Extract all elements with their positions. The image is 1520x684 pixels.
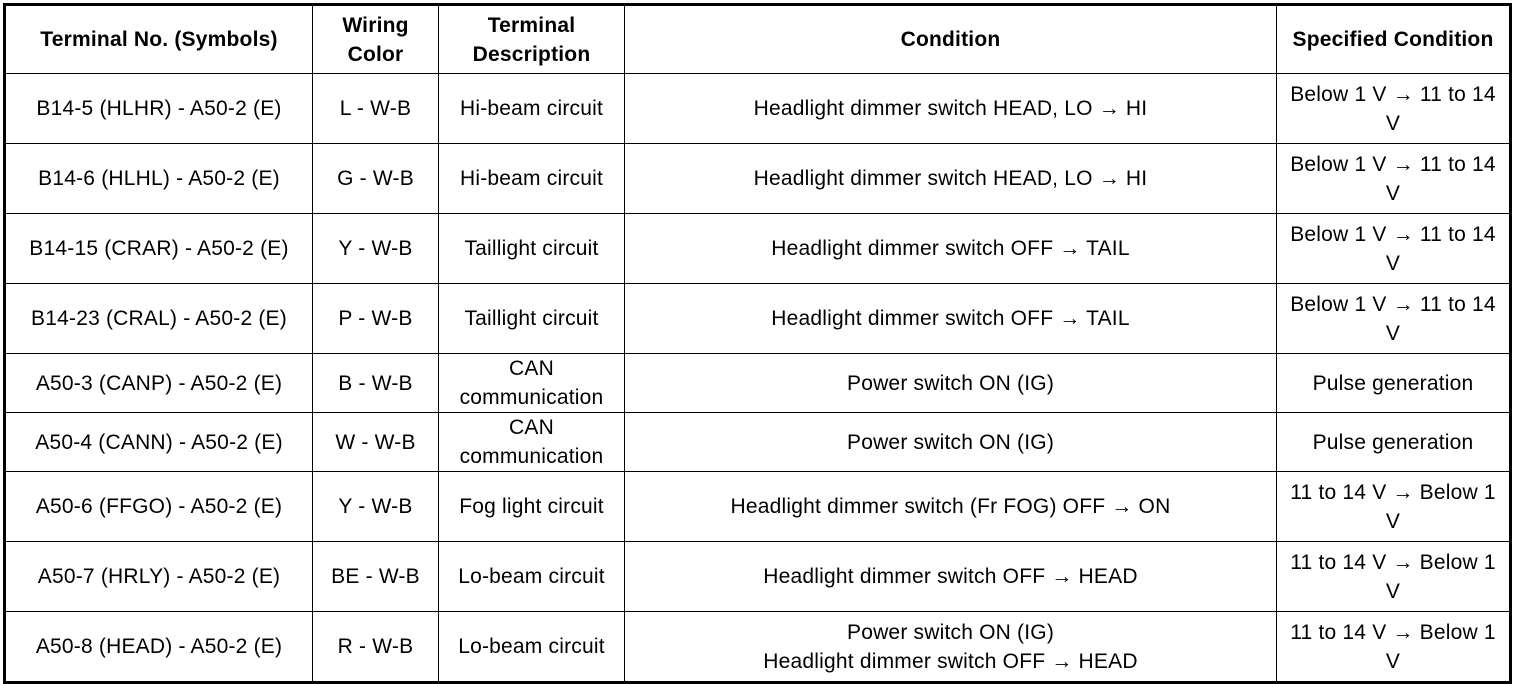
cell-condition — [625, 74, 1277, 144]
header-wiring-line1: Wiring — [342, 13, 409, 37]
cell-terminal: B14-23 (CRAL) - A50-2 (E) — [5, 284, 313, 354]
cell-wiring: B - W-B — [313, 354, 439, 413]
terminal-spec-table — [3, 3, 1512, 684]
cell-specified: 11 to 14 V → Below 1 V — [1277, 542, 1511, 612]
condition-line1: Headlight dimmer switch (Fr FOG) OFF → ON — [730, 495, 1171, 518]
header-desc-line1: Terminal — [487, 13, 576, 37]
cell-specified: Below 1 V → 11 to 14 V — [1277, 284, 1511, 354]
cell-terminal: A50-3 (CANP) - A50-2 (E) — [5, 354, 313, 413]
table-row — [5, 144, 1511, 214]
cell-wiring: G - W-B — [313, 144, 439, 214]
cell-specified: 11 to 14 V → Below 1 V — [1277, 472, 1511, 542]
header-terminal: Terminal No. (Symbols) — [5, 5, 313, 74]
cell-condition — [625, 354, 1277, 413]
header-wiring-line2: Color — [347, 42, 404, 66]
cell-description: Lo-beam circuit — [439, 542, 625, 612]
cell-specified: Below 1 V → 11 to 14 V — [1277, 74, 1511, 144]
table-row — [5, 284, 1511, 354]
table-row — [5, 542, 1511, 612]
cell-description: Taillight circuit — [439, 214, 625, 284]
cell-specified: Below 1 V → 11 to 14 V — [1277, 144, 1511, 214]
cell-terminal: A50-8 (HEAD) - A50-2 (E) — [5, 612, 313, 683]
header-desc-line2: Description — [472, 42, 591, 66]
cell-condition — [625, 612, 1277, 683]
condition-line1: Headlight dimmer switch OFF → TAIL — [771, 237, 1130, 260]
spec-table-wrapper — [3, 3, 1512, 684]
cell-condition — [625, 472, 1277, 542]
header-wiring-color — [313, 5, 439, 74]
table-row — [5, 354, 1511, 413]
cell-description: Hi-beam circuit — [439, 144, 625, 214]
condition-line1: Power switch ON (IG) — [846, 371, 1055, 395]
cell-specified: Pulse generation — [1277, 354, 1511, 413]
cell-terminal: B14-6 (HLHL) - A50-2 (E) — [5, 144, 313, 214]
cell-condition — [625, 144, 1277, 214]
cell-wiring: W - W-B — [313, 413, 439, 472]
table-row — [5, 612, 1511, 683]
condition-line1: Headlight dimmer switch OFF → HEAD — [763, 565, 1138, 588]
condition-line2: Headlight dimmer switch OFF → HEAD — [763, 649, 1138, 673]
cell-condition — [625, 284, 1277, 354]
header-specified-condition: Specified Condition — [1277, 5, 1511, 74]
table-row — [5, 472, 1511, 542]
cell-wiring: Y - W-B — [313, 472, 439, 542]
cell-condition — [625, 413, 1277, 472]
cell-terminal: A50-6 (FFGO) - A50-2 (E) — [5, 472, 313, 542]
condition-line1: Power switch ON (IG) — [846, 430, 1055, 454]
cell-description: Hi-beam circuit — [439, 74, 625, 144]
condition-line1: Headlight dimmer switch HEAD, LO → HI — [753, 97, 1148, 120]
table-row — [5, 413, 1511, 472]
cell-description: Lo-beam circuit — [439, 612, 625, 683]
cell-terminal: A50-4 (CANN) - A50-2 (E) — [5, 413, 313, 472]
cell-terminal: B14-5 (HLHR) - A50-2 (E) — [5, 74, 313, 144]
cell-description: Fog light circuit — [439, 472, 625, 542]
cell-description: CAN communication — [439, 354, 625, 413]
cell-wiring: Y - W-B — [313, 214, 439, 284]
header-terminal-description — [439, 5, 625, 74]
cell-wiring: L - W-B — [313, 74, 439, 144]
cell-specified: Below 1 V → 11 to 14 V — [1277, 214, 1511, 284]
cell-specified: 11 to 14 V → Below 1 V — [1277, 612, 1511, 683]
cell-terminal: B14-15 (CRAR) - A50-2 (E) — [5, 214, 313, 284]
cell-wiring: BE - W-B — [313, 542, 439, 612]
condition-line1: Headlight dimmer switch HEAD, LO → HI — [753, 167, 1148, 190]
table-row — [5, 74, 1511, 144]
cell-description: CAN communication — [439, 413, 625, 472]
table-body — [5, 74, 1511, 683]
cell-wiring: P - W-B — [313, 284, 439, 354]
table-row — [5, 214, 1511, 284]
cell-condition — [625, 542, 1277, 612]
condition-line1: Headlight dimmer switch OFF → TAIL — [771, 307, 1130, 330]
cell-condition — [625, 214, 1277, 284]
cell-terminal: A50-7 (HRLY) - A50-2 (E) — [5, 542, 313, 612]
header-row — [5, 5, 1511, 74]
cell-description: Taillight circuit — [439, 284, 625, 354]
header-condition: Condition — [625, 5, 1277, 74]
cell-wiring: R - W-B — [313, 612, 439, 683]
condition-line1: Power switch ON (IG) — [846, 620, 1055, 644]
cell-specified: Pulse generation — [1277, 413, 1511, 472]
